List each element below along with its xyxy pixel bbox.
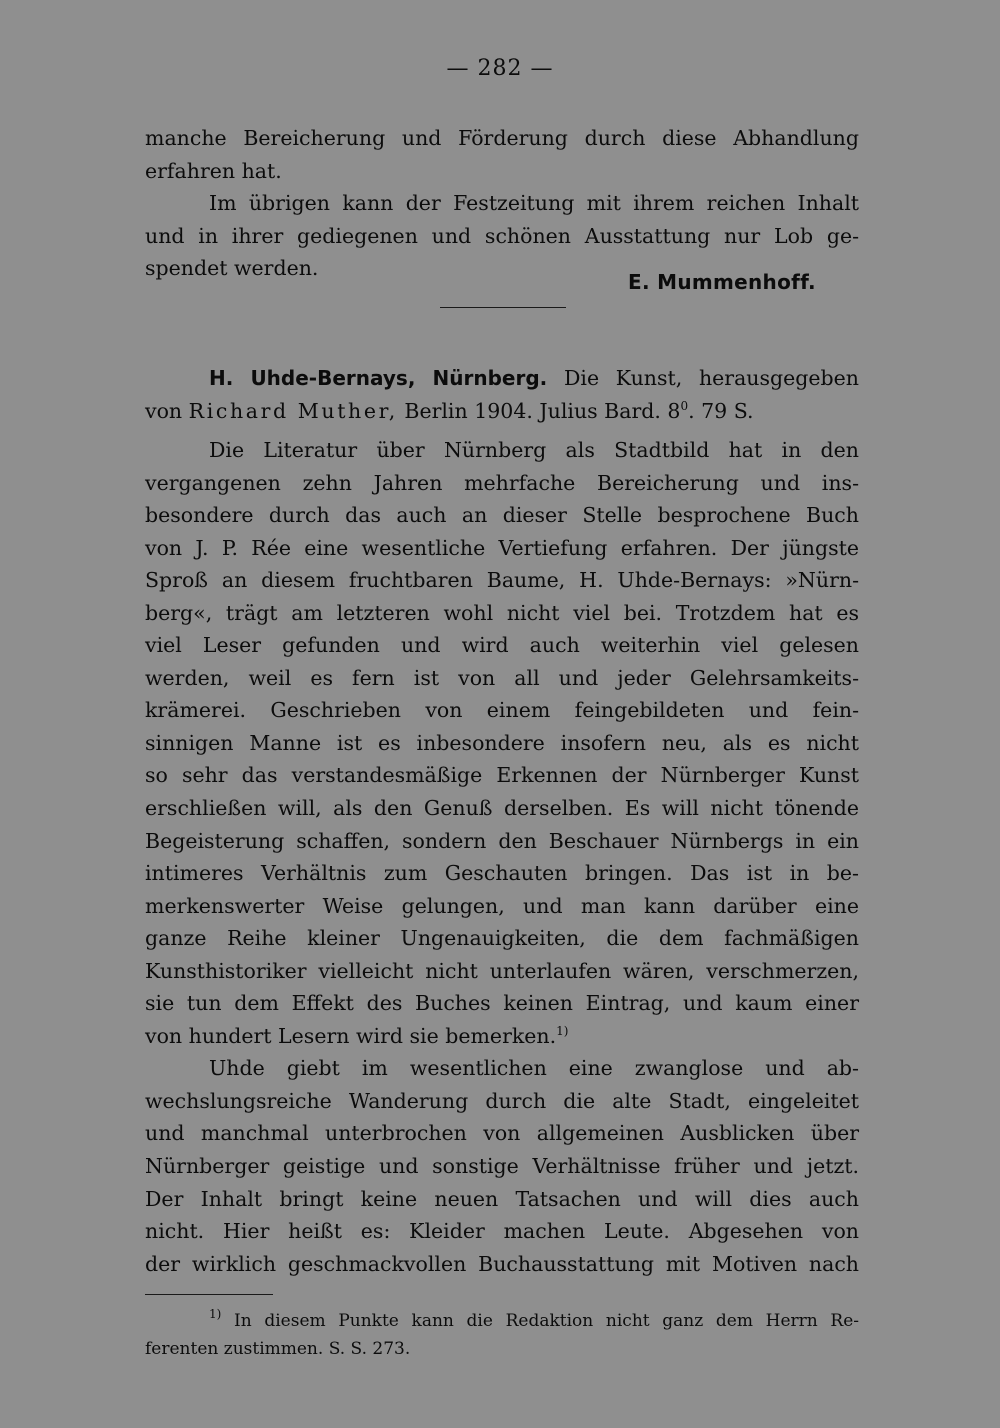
text-line: erschließen will, als den Genuß derselben. Es will nicht tönende	[145, 796, 859, 821]
text-line: Der Inhalt bringt keine neuen Tatsachen und will dies auch	[145, 1186, 859, 1211]
page-number: — 282 —	[446, 56, 554, 81]
text-line: sinnigen Manne ist es inbesondere insofern neu, als es nicht	[145, 730, 859, 755]
text-line: viel Leser gefunden und wird auch weiterhin viel gelesen	[145, 633, 859, 658]
text-line: vergangenen zehn Jahren mehrfache Bereicherung und ins-	[145, 470, 859, 495]
text-line: Nürnberger geistige und sonstige Verhältnisse früher und jetzt.	[145, 1154, 859, 1179]
text-line: Die Literatur über Nürnberg als Stadtbild hat in den	[209, 438, 859, 462]
review-body	[145, 434, 859, 1280]
footnote-rule	[145, 1294, 273, 1295]
format-degree: 0	[680, 398, 689, 413]
text-line: und in ihrer gediegenen und schönen Ausstattung nur Lob ge-	[145, 223, 859, 248]
footnote-line: $^{1)}$ In diesem Punkte kann die Redaktion nicht ganz dem Herrn Re-	[209, 1307, 859, 1331]
text-line: ganze Reihe kleiner Ungenauigkeiten, die dem fachmäßigen	[145, 926, 859, 951]
review-heading	[145, 362, 859, 427]
text-line: Kunsthistoriker vielleicht nicht unterlaufen wären, verschmerzen,	[145, 958, 859, 983]
text-line: besondere durch das auch an dieser Stelle besprochene Buch	[145, 503, 859, 528]
text-line: und manchmal unterbrochen von allgemeinen Ausblicken über	[145, 1121, 859, 1146]
review-heading-line	[145, 362, 859, 395]
footnote-line: ferenten zustimmen. S. S. 273.	[145, 1339, 411, 1359]
text-line: manche Bereicherung und Förderung durch diese Abhandlung	[145, 126, 859, 150]
text-line: Im übrigen kann der Festzeitung mit ihrem reichen Inhalt	[209, 191, 859, 216]
text-line: Sproß an diesem fruchtbaren Baume, H. Uhde-Bernays: »Nürn-	[145, 568, 859, 593]
text-line: berg«, trägt am letzteren wohl nicht viel bei. Trotzdem hat es	[145, 600, 859, 625]
text-line: Begeisterung schaffen, sondern den Beschauer Nürnbergs in ein	[145, 828, 859, 853]
text-line: krämerei. Geschrieben von einem feingebildeten und fein-	[145, 698, 859, 723]
footnote-mark: 1)	[209, 1307, 222, 1321]
text-line: wechslungsreiche Wanderung durch die alte Stadt, eingeleitet	[145, 1088, 859, 1113]
text-line: erfahren hat.	[145, 158, 282, 183]
text-line: der wirklich geschmackvollen Buchausstattung mit Motiven nach	[145, 1251, 859, 1276]
text-line: merkenswerter Weise gelungen, und man kann darüber eine	[145, 893, 859, 918]
text-line: spendet werden.	[145, 256, 319, 281]
text-line: von hundert Lesern wird sie bemerken.$^{1)}$	[145, 1023, 569, 1048]
text-line: von J. P. Rée eine wesentliche Vertiefung erfahren. Der jüngste	[145, 535, 859, 560]
text-line: intimeres Verhältnis zum Geschauten bringen. Das ist in be-	[145, 861, 859, 886]
footnote	[145, 1307, 859, 1363]
section-divider	[440, 307, 566, 308]
review-title: Die Kunst, herausgegeben	[563, 366, 859, 390]
text-line: so sehr das verstandesmäßige Erkennen der Nürnberger Kunst	[145, 763, 859, 788]
signature: E. Mummenhoff.	[628, 270, 816, 294]
text-line: sie tun dem Effekt des Buches keinen Eintrag, und kaum einer	[145, 991, 859, 1016]
text-line: nicht. Hier heißt es: Kleider machen Leute. Abgesehen von	[145, 1219, 859, 1244]
text-line: werden, weil es fern ist von all und jeder Gelehrsamkeits-	[145, 665, 859, 690]
review-imprint-line: von Richard Muther, Berlin 1904. Julius Bard. $8^0$. 79 S.	[145, 398, 754, 423]
review-author: H. Uhde-Bernays, Nürnberg.	[209, 366, 548, 390]
carryover-paragraph	[145, 122, 859, 285]
footnote-reference: 1)	[556, 1023, 569, 1038]
review-editor: Richard Muther,	[188, 398, 398, 423]
text-line: Uhde giebt im wesentlichen eine zwanglose und ab-	[209, 1056, 859, 1081]
